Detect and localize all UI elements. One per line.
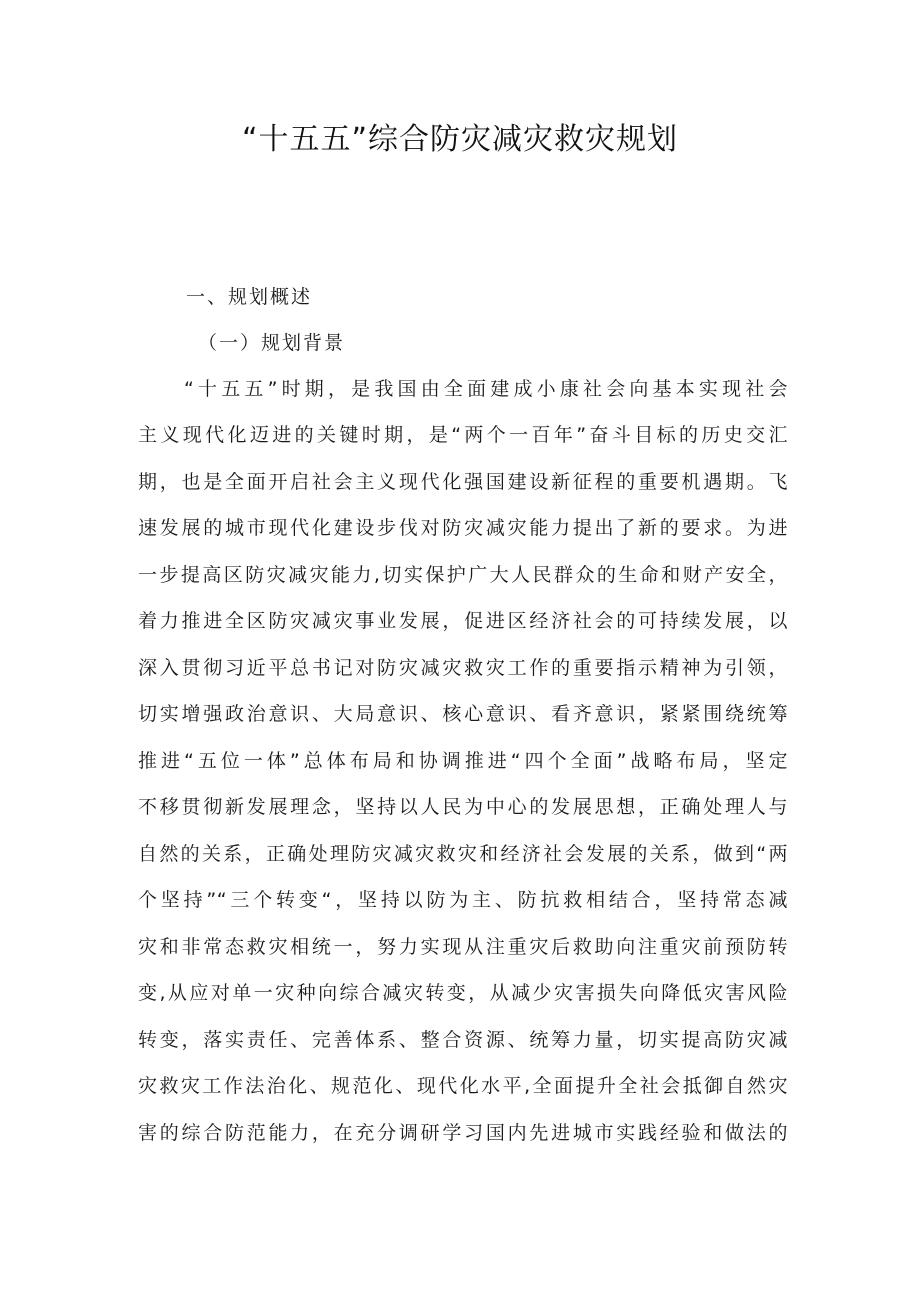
- paragraph-line: 害的综合防范能力，在充分调研学习国内先进城市实践经验和做法的: [138, 1122, 788, 1144]
- paragraph-line: 深入贯彻习近平总书记对防灾减灾救灾工作的重要指示精神为引领，: [138, 657, 788, 679]
- paragraph-line: 速发展的城市现代化建设步伐对防灾减灾能力提出了新的要求。为进: [138, 517, 788, 539]
- paragraph-line: 推进“五位一体”总体布局和协调推进“四个全面”战略布局，坚定: [138, 750, 788, 772]
- paragraph-line: 切实增强政治意识、大局意识、核心意识、看齐意识，紧紧围绕统筹: [138, 703, 788, 725]
- paragraph-line: 主义现代化迈进的关键时期，是“两个一百年”奋斗目标的历史交汇: [138, 424, 788, 446]
- paragraph-line: 期，也是全面开启社会主义现代化强国建设新征程的重要机遇期。飞: [138, 471, 788, 493]
- section-heading: 一、规划概述: [186, 286, 313, 308]
- paragraph-line: “十五五”时期，是我国由全面建成小康社会向基本实现社会: [184, 378, 788, 400]
- paragraph-line: 不移贯彻新发展理念，坚持以人民为中心的发展思想，正确处理人与: [138, 796, 788, 818]
- document-title: “十五五”综合防灾减灾救灾规划: [241, 122, 679, 157]
- paragraph-line: 自然的关系，正确处理防灾减灾救灾和经济社会发展的关系，做到“两: [138, 843, 788, 865]
- subsection-heading: （一）规划背景: [198, 332, 346, 354]
- paragraph-line: 灾救灾工作法治化、规范化、现代化水平,全面提升全社会抵御自然灾: [138, 1075, 788, 1097]
- paragraph-line: 灾和非常态救灾相统一，努力实现从注重灾后救助向注重灾前预防转: [138, 936, 788, 958]
- paragraph-line: 着力推进全区防灾减灾事业发展，促进区经济社会的可持续发展，以: [138, 610, 788, 632]
- paragraph-line: 变,从应对单一灾种向综合减灾转变，从减少灾害损失向降低灾害风险: [138, 982, 788, 1004]
- paragraph-line: 转变，落实责任、完善体系、整合资源、统筹力量，切实提高防灾减: [138, 1029, 788, 1051]
- paragraph-line: 一步提高区防灾减灾能力,切实保护广大人民群众的生命和财产安全，: [138, 564, 788, 586]
- paragraph-line: 个坚持”“三个转变“，坚持以防为主、防抗救相结合，坚持常态减: [138, 889, 788, 911]
